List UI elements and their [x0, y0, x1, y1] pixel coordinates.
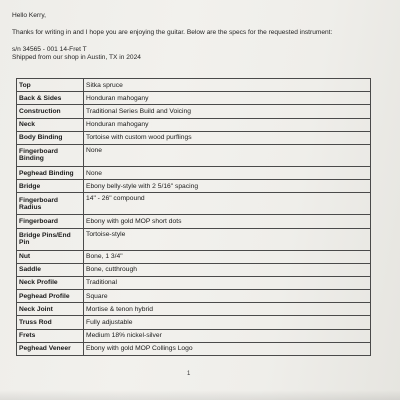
- spec-table-body: [17, 79, 371, 356]
- spec-label: Nut: [17, 250, 84, 263]
- table-row: [17, 193, 371, 215]
- spec-label: Fingerboard: [17, 215, 84, 228]
- shipped-info: Shipped from our shop in Austin, TX in 2024: [12, 54, 141, 61]
- spec-label: Bridge: [17, 180, 84, 193]
- spec-label: Truss Rod: [17, 316, 84, 329]
- spec-value: Mortise & tenon hybrid: [84, 303, 371, 316]
- spec-value: Ebony with gold MOP short dots: [84, 215, 371, 228]
- spec-value: Sitka spruce: [84, 79, 371, 92]
- spec-value: Fully adjustable: [84, 316, 371, 329]
- spec-value: Traditional: [84, 276, 371, 289]
- table-row: [17, 166, 371, 179]
- table-row: [17, 180, 371, 193]
- spec-value: None: [84, 144, 371, 166]
- spec-value: Square: [84, 290, 371, 303]
- spec-value: Bone, cutthrough: [84, 263, 371, 276]
- spec-value: Bone, 1 3/4": [84, 250, 371, 263]
- table-row: [17, 250, 371, 263]
- spec-label: Construction: [17, 105, 84, 118]
- page-number: 1: [187, 371, 191, 377]
- table-row: [17, 228, 371, 250]
- spec-label: Fingerboard Radius: [17, 193, 84, 215]
- table-row: [17, 329, 371, 342]
- table-row: [17, 92, 371, 105]
- intro-text: Thanks for writing in and I hope you are enjoying the guitar. Below are the specs for the requested instrument:: [12, 29, 333, 36]
- spec-label: Bridge Pins/End Pin: [17, 228, 84, 250]
- spec-value: Ebony with gold MOP Collings Logo: [84, 342, 371, 355]
- spec-label: Fingerboard Binding: [17, 144, 84, 166]
- spec-label: Back & Sides: [17, 92, 84, 105]
- spec-label: Top: [17, 79, 84, 92]
- spec-value: Tortoise with custom wood purflings: [84, 131, 371, 144]
- spec-label: Neck: [17, 118, 84, 131]
- table-row: [17, 303, 371, 316]
- table-row: [17, 131, 371, 144]
- greeting: Hello Kerry,: [12, 12, 46, 19]
- spec-value: Honduran mahogany: [84, 92, 371, 105]
- spec-label: Frets: [17, 329, 84, 342]
- spec-label: Peghead Profile: [17, 290, 84, 303]
- spec-label: Neck Joint: [17, 303, 84, 316]
- table-row: [17, 105, 371, 118]
- spec-value: Ebony belly-style with 2 5/16" spacing: [84, 180, 371, 193]
- spec-value: Traditional Series Build and Voicing: [84, 105, 371, 118]
- spec-label: Neck Profile: [17, 276, 84, 289]
- paper-shadow: [0, 390, 400, 400]
- table-row: [17, 316, 371, 329]
- letter-body: [12, 12, 392, 62]
- spec-label: Body Binding: [17, 131, 84, 144]
- spec-label: Peghead Binding: [17, 166, 84, 179]
- spec-value: Medium 18% nickel-silver: [84, 329, 371, 342]
- table-row: [17, 144, 371, 166]
- spec-table: [16, 78, 371, 356]
- spec-value: Honduran mahogany: [84, 118, 371, 131]
- table-row: [17, 290, 371, 303]
- spec-value: None: [84, 166, 371, 179]
- spec-value: 14" - 26" compound: [84, 193, 371, 215]
- table-row: [17, 215, 371, 228]
- spec-value: Tortoise-style: [84, 228, 371, 250]
- spec-label: Saddle: [17, 263, 84, 276]
- serial-number: s/n 34565 - 001 14-Fret T: [12, 46, 87, 53]
- table-row: [17, 276, 371, 289]
- table-row: [17, 342, 371, 355]
- table-row: [17, 79, 371, 92]
- table-row: [17, 263, 371, 276]
- table-row: [17, 118, 371, 131]
- spec-label: Peghead Veneer: [17, 342, 84, 355]
